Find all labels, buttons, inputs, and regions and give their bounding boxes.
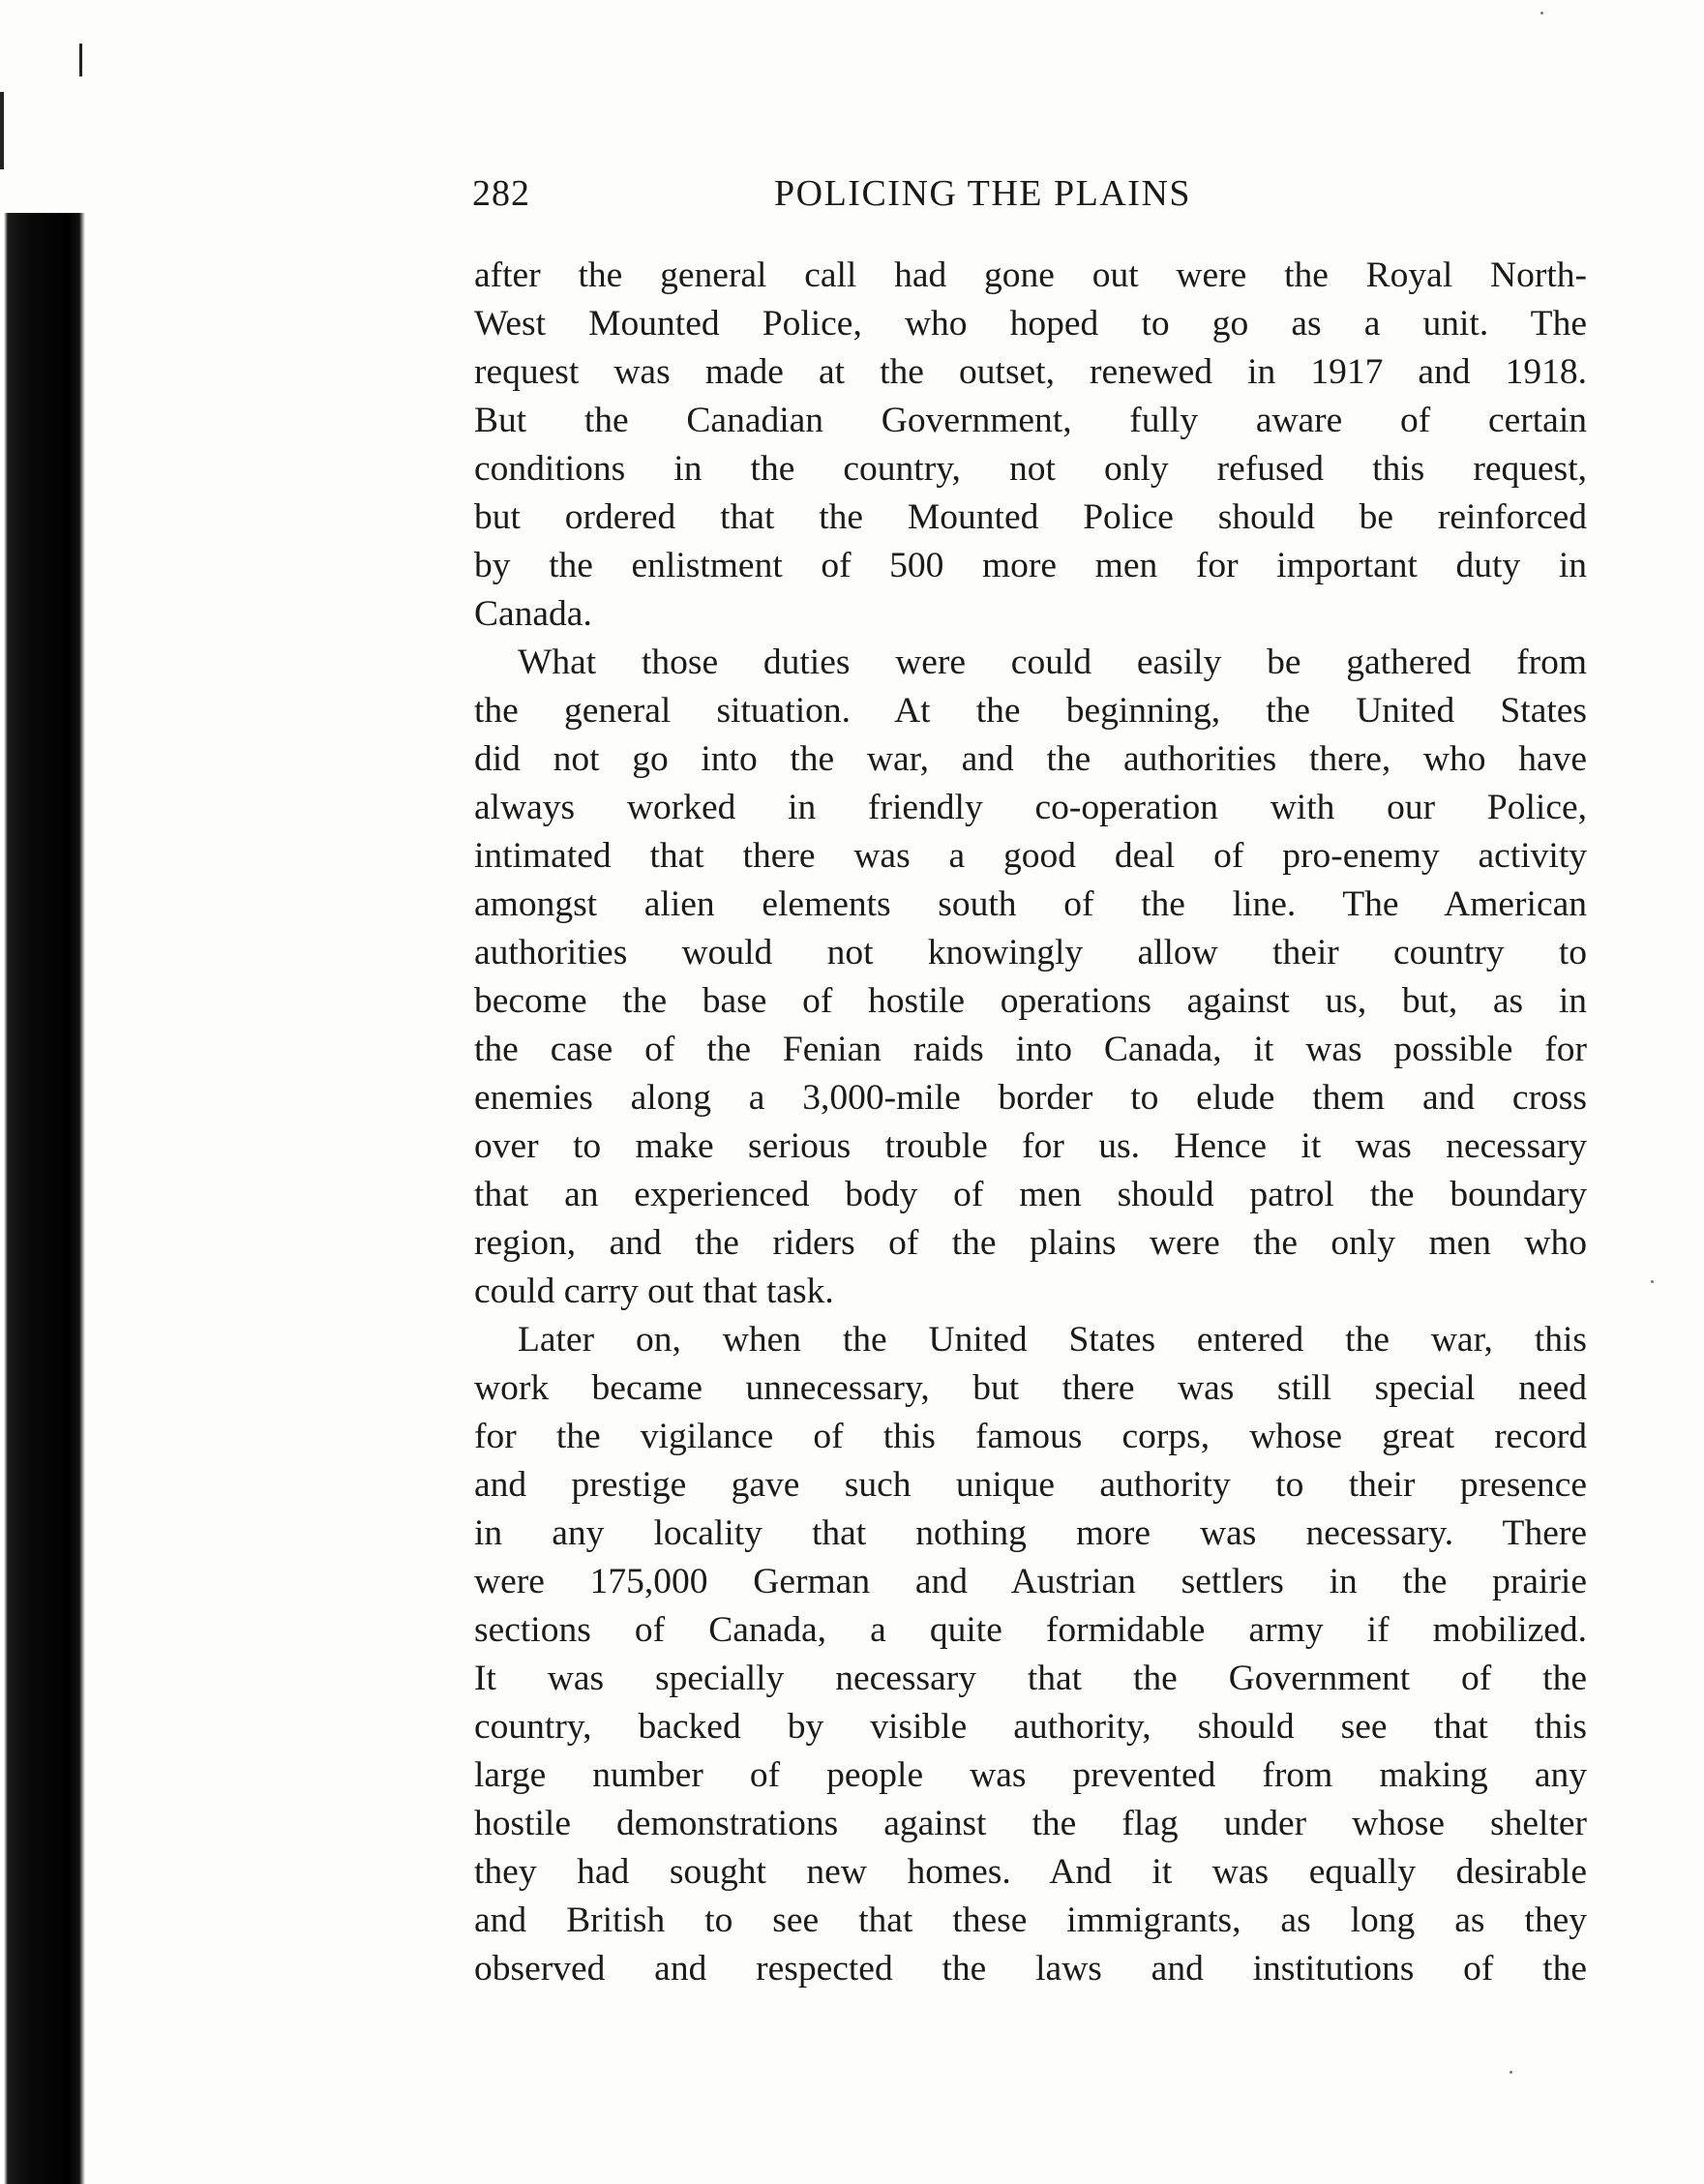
text-line: did not go into the war, and the authorities there, who have [474,739,1587,779]
text-line: that an experienced body of men should patrol the boundary [474,1175,1587,1214]
text-line: observed and respected the laws and institutions of the [474,1949,1587,1989]
text-line: they had sought new homes. And it was equally desirable [474,1852,1587,1892]
body-text [474,252,1587,1993]
text-line: hostile demonstrations against the flag under whose shelter [474,1804,1587,1843]
text-line: Later on, when the United States entered the war, this [518,1320,1587,1360]
text-line: over to make serious trouble for us. Hence it was necessary [474,1126,1587,1166]
text-line: authorities would not knowingly allow their country to [474,933,1587,972]
scan-speck [1651,1280,1654,1283]
text-line: region, and the riders of the plains were the only men who [474,1223,1587,1263]
text-line: by the enlistment of 500 more men for important duty in [474,546,1587,585]
running-head [472,165,1585,223]
text-line: but ordered that the Mounted Police should be reinforced [474,497,1587,537]
text-line: in any locality that nothing more was necessary. There [474,1513,1587,1553]
text-line: intimated that there was a good deal of pro-enemy activity [474,836,1587,876]
binding-edge-mark [0,92,4,169]
text-line: enemies along a 3,000-mile border to elude them and cross [474,1078,1587,1118]
text-line: the general situation. At the beginning, the United States [474,691,1587,731]
text-line: become the base of hostile operations against us, but, as in [474,981,1587,1021]
text-line: and British to see that these immigrants, as long as they [474,1900,1587,1940]
text-line: could carry out that task. [474,1272,834,1311]
text-line: West Mounted Police, who hoped to go as a unit. The [474,304,1587,344]
text-line: after the general call had gone out were the Royal North- [474,255,1587,295]
scan-mark [79,44,82,76]
text-line: conditions in the country, not only refused this request, [474,449,1587,489]
paragraph [474,639,1587,1316]
paragraph [474,1316,1587,1993]
text-line: work became unnecessary, but there was still special need [474,1368,1587,1408]
text-line: and prestige gave such unique authority to their presence [474,1465,1587,1505]
text-line: were 175,000 German and Austrian settlers in the prairie [474,1562,1587,1601]
text-line: Canada. [474,594,592,634]
text-line: always worked in friendly co-operation with our Police, [474,788,1587,827]
paragraph [474,252,1587,639]
text-line: for the vigilance of this famous corps, whose great record [474,1417,1587,1456]
scan-speck [1540,12,1543,15]
text-line: large number of people was prevented from making any [474,1755,1587,1795]
text-line: amongst alien elements south of the line. The American [474,884,1587,924]
text-line: It was specially necessary that the Government of the [474,1659,1587,1698]
text-line: the case of the Fenian raids into Canada, it was possible for [474,1030,1587,1069]
running-title: POLICING THE PLAINS [774,173,1192,214]
scan-speck [1510,2071,1512,2074]
text-line: request was made at the outset, renewed in 1917 and 1918. [474,352,1587,392]
text-line: But the Canadian Government, fully aware of certain [474,401,1587,440]
binding-shadow [0,213,85,2184]
text-line: What those duties were could easily be gathered from [518,643,1587,682]
page-number: 282 [472,173,530,214]
text-line: country, backed by visible authority, should see that this [474,1707,1587,1747]
text-line: sections of Canada, a quite formidable army if mobilized. [474,1610,1587,1650]
